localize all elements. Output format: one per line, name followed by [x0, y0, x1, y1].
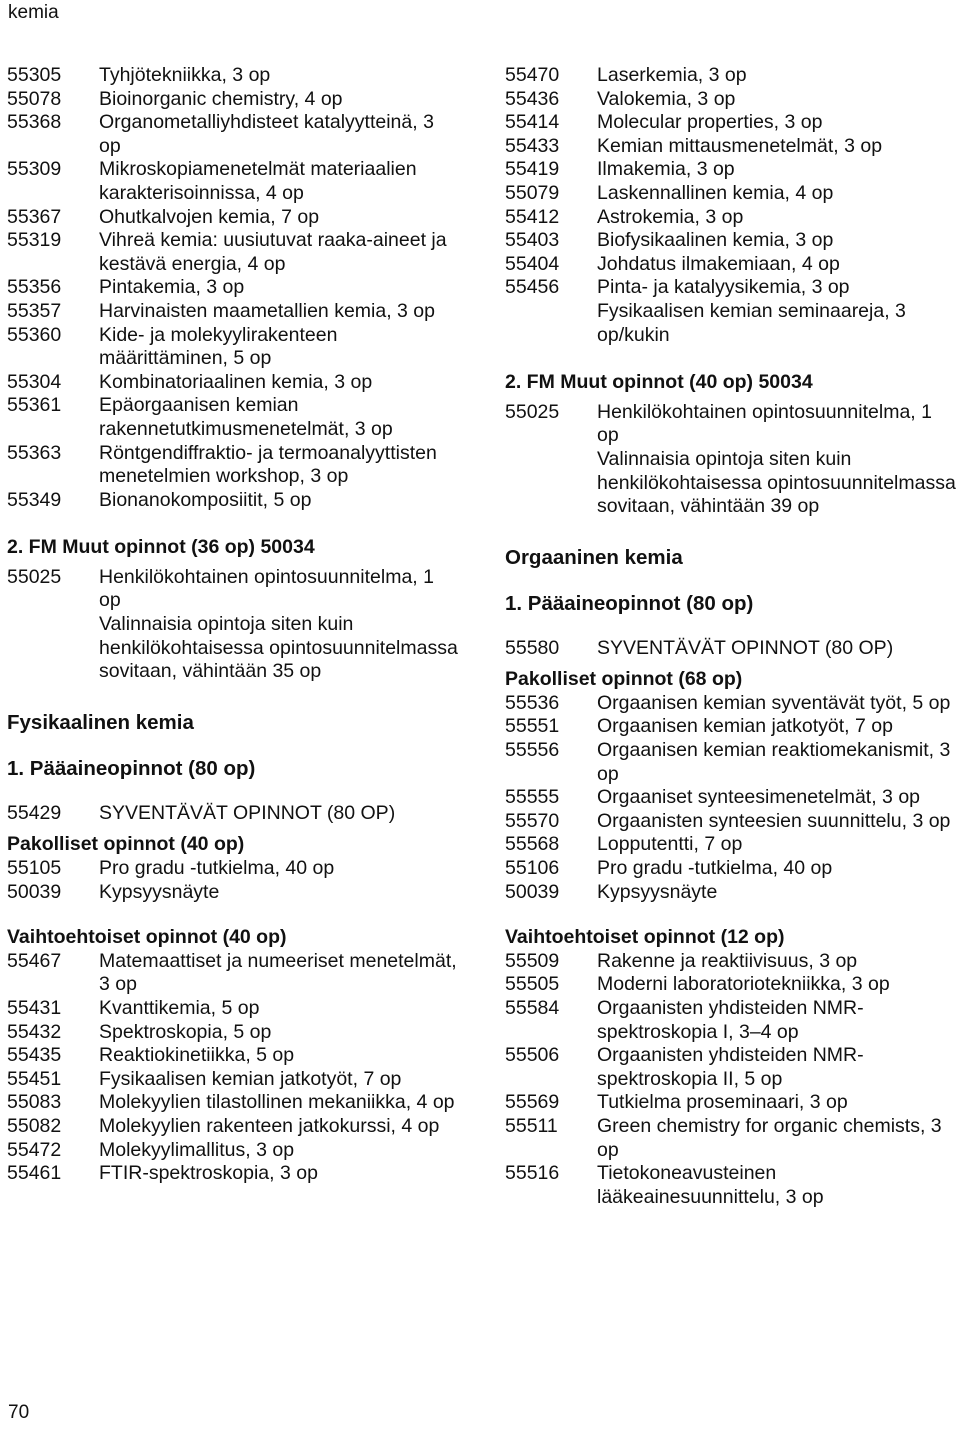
- course-code: 55025: [7, 565, 62, 588]
- course-entry: [505, 1091, 957, 1115]
- course-entry: [505, 1115, 957, 1162]
- course-title: Orgaanisten yhdisteiden NMR-spektroskopia I, 3–4 op: [597, 997, 864, 1043]
- major-studies-heading: 1. Pääaineopinnot (80 op): [7, 756, 256, 780]
- course-entry: [505, 64, 957, 88]
- course-title: Orgaanisten yhdisteiden NMR-spektroskopia II, 5 op: [597, 1044, 864, 1090]
- course-list: [505, 64, 957, 347]
- course-title: Molekyylimallitus, 3 op: [99, 1138, 295, 1161]
- course-list: [7, 64, 459, 512]
- course-entry: [7, 1091, 459, 1115]
- course-title: FTIR-spektroskopia, 3 op: [99, 1162, 318, 1185]
- major-studies-heading: 1. Pääaineopinnot (80 op): [505, 591, 754, 615]
- course-entry: [7, 489, 459, 513]
- course-entry: [505, 715, 957, 739]
- course-code: 55506: [505, 1044, 560, 1067]
- mandatory-heading: Pakolliset opinnot (68 op): [505, 668, 743, 691]
- course-entry: [7, 300, 459, 324]
- course-entry: [7, 371, 459, 395]
- course-code: 55470: [505, 64, 560, 86]
- course-title: Rakenne ja reaktiivisuus, 3 op: [597, 949, 858, 972]
- course-code: 55403: [505, 229, 560, 252]
- course-entry: [7, 881, 459, 905]
- course-code: 55435: [7, 1044, 62, 1067]
- course-code: 50039: [7, 880, 62, 903]
- course-title: Harvinaisten maametallien kemia, 3 op: [99, 299, 435, 322]
- course-code: 55367: [7, 205, 62, 228]
- course-entry: [505, 637, 957, 661]
- course-title: Pintakemia, 3 op: [99, 276, 245, 299]
- course-title: Organometalliyhdisteet katalyytteinä, 3 op: [99, 111, 434, 157]
- course-title: Ilmakemia, 3 op: [597, 158, 735, 181]
- course-code: 55025: [505, 400, 560, 423]
- course-title: Molekyylien tilastollinen mekaniikka, 4 op: [99, 1091, 455, 1114]
- course-entry: [505, 401, 957, 448]
- course-entry: [7, 88, 459, 112]
- course-title: Kemian mittausmenetelmät, 3 op: [597, 134, 883, 157]
- course-entry: [7, 1115, 459, 1139]
- course-title: Bioinorganic chemistry, 4 op: [99, 87, 343, 110]
- optional-heading: Vaihtoehtoiset opinnot (12 op): [505, 926, 785, 949]
- course-entry: [7, 997, 459, 1021]
- course-code: 55536: [505, 691, 560, 714]
- mandatory-heading: Pakolliset opinnot (40 op): [7, 833, 245, 856]
- section-heading: Orgaaninen kemia: [505, 545, 683, 569]
- course-code: 55368: [7, 111, 62, 134]
- course-entry: [505, 786, 957, 810]
- course-title: Orgaanisten synteesien suunnittelu, 3 op: [597, 809, 951, 832]
- course-title: SYVENTÄVÄT OPINNOT (80 OP): [597, 636, 894, 659]
- course-entry: [505, 229, 957, 253]
- course-entry: [505, 276, 957, 300]
- course-code: 55456: [505, 276, 560, 299]
- course-entry: [505, 253, 957, 277]
- course-title: Pinta- ja katalyysikemia, 3 op: [597, 276, 850, 299]
- course-entry: [505, 810, 957, 834]
- course-code: 55305: [7, 64, 62, 86]
- fm-other-studies-heading: 2. FM Muut opinnot (40 op) 50034: [505, 371, 813, 394]
- course-entry: [7, 1139, 459, 1163]
- course-title: SYVENTÄVÄT OPINNOT (80 OP): [99, 801, 396, 824]
- course-title: Vihreä kemia: uusiutuvat raaka-aineet ja kestävä energia, 4 op: [99, 229, 447, 275]
- course-title: Tutkielma proseminaari, 3 op: [597, 1091, 848, 1114]
- course-title: Bionanokomposiitit, 5 op: [99, 488, 312, 511]
- course-title: Reaktiokinetiikka, 5 op: [99, 1044, 295, 1067]
- course-title: Orgaanisen kemian reaktiomekanismit, 3 op: [597, 739, 951, 785]
- course-entry: [7, 442, 459, 489]
- course-code: 55429: [7, 801, 62, 824]
- course-title: Kypsyysnäyte: [99, 880, 220, 903]
- fm-other-studies-heading: 2. FM Muut opinnot (36 op) 50034: [7, 536, 315, 559]
- course-entry: [505, 1044, 957, 1091]
- course-code: 55412: [505, 205, 560, 228]
- course-title: Moderni laboratoriotekniikka, 3 op: [597, 973, 890, 996]
- course-entry: [505, 692, 957, 716]
- course-code: 50039: [505, 880, 560, 903]
- optional-heading: Vaihtoehtoiset opinnot (40 op): [7, 926, 287, 949]
- course-code: 55309: [7, 158, 62, 181]
- course-title: Kombinatoriaalinen kemia, 3 op: [99, 370, 373, 393]
- course-entry: [7, 566, 459, 613]
- course-entry: [505, 135, 957, 159]
- course-entry: [7, 206, 459, 230]
- course-code: 55511: [505, 1114, 558, 1137]
- course-entry: [7, 1162, 459, 1186]
- course-title: Tyhjötekniikka, 3 op: [99, 64, 271, 86]
- course-code: 55319: [7, 229, 62, 252]
- course-code: 55584: [505, 997, 560, 1019]
- course-title: Mikroskopiamenetelmät materiaalien karakterisoinnissa, 4 op: [99, 158, 417, 204]
- course-code: 55363: [7, 441, 62, 464]
- course-code: 55357: [7, 299, 62, 322]
- course-title: Matemaattiset ja numeeriset menetelmät, 3 op: [99, 949, 457, 996]
- course-code: 55404: [505, 252, 560, 275]
- course-code: 55570: [505, 809, 560, 832]
- left-column: [7, 64, 459, 1186]
- course-title: Orgaanisen kemian syventävät työt, 5 op: [597, 691, 951, 714]
- course-title: Molekyylien rakenteen jatkokurssi, 4 op: [99, 1114, 440, 1137]
- course-entry: [505, 182, 957, 206]
- course-entry: [7, 802, 459, 826]
- course-code: 55083: [7, 1091, 62, 1114]
- course-title: Johdatus ilmakemiaan, 4 op: [597, 252, 840, 275]
- course-code: 55556: [505, 739, 560, 762]
- course-code: 55580: [505, 636, 560, 659]
- course-entry: [505, 206, 957, 230]
- course-entry: [7, 111, 459, 158]
- course-code: 55551: [505, 715, 560, 738]
- course-code: 55569: [505, 1091, 560, 1114]
- course-entry: [505, 881, 957, 905]
- course-entry: [7, 1068, 459, 1092]
- course-title: Epäorgaanisen kemian rakennetutkimusmenetelmät, 3 op: [99, 394, 393, 440]
- course-code: 55461: [7, 1162, 62, 1185]
- course-title: Spektroskopia, 5 op: [99, 1020, 272, 1043]
- course-code: 55414: [505, 111, 560, 134]
- course-title: Biofysikaalinen kemia, 3 op: [597, 229, 834, 252]
- section-heading: Fysikaalinen kemia: [7, 710, 194, 734]
- course-code: 55078: [7, 87, 62, 110]
- course-entry: [505, 111, 957, 135]
- course-title: Laserkemia, 3 op: [597, 64, 747, 86]
- course-entry: [7, 950, 459, 997]
- course-entry: [505, 857, 957, 881]
- right-column: [505, 64, 957, 1209]
- course-entry: [7, 324, 459, 371]
- course-title: Orgaanisen kemian jatkotyöt, 7 op: [597, 715, 893, 738]
- course-code: 55436: [505, 87, 560, 110]
- course-entry: [7, 64, 459, 88]
- course-code: 55555: [505, 786, 560, 809]
- course-code: 55349: [7, 488, 62, 511]
- course-entry: [505, 1162, 957, 1209]
- course-code: 55516: [505, 1162, 560, 1185]
- course-code: 55433: [505, 134, 560, 157]
- course-code: 55079: [505, 181, 560, 204]
- course-title: Röntgendiffraktio- ja termoanalyyttisten menetelmien workshop, 3 op: [99, 441, 437, 488]
- course-entry: [7, 1021, 459, 1045]
- course-title: Lopputentti, 7 op: [597, 833, 743, 856]
- course-code: 55419: [505, 158, 560, 181]
- course-entry: [7, 857, 459, 881]
- course-title: Pro gradu -tutkielma, 40 op: [99, 857, 335, 880]
- course-title: Henkilökohtainen opintosuunnitelma, 1 op: [99, 565, 434, 612]
- course-title: Green chemistry for organic chemists, 3 op: [597, 1114, 942, 1161]
- course-entry: [505, 997, 957, 1044]
- course-code: 55472: [7, 1138, 62, 1161]
- elective-note: Valinnaisia opintoja siten kuin henkilökohtaisessa opintosuunnitelmassa sovitaan, vähintään 39 op: [597, 447, 956, 518]
- course-title: Henkilökohtainen opintosuunnitelma, 1 op: [597, 400, 932, 447]
- course-title: Orgaaniset synteesimenetelmät, 3 op: [597, 786, 921, 809]
- course-code: 55431: [7, 997, 62, 1019]
- course-title: Molecular properties, 3 op: [597, 111, 823, 134]
- course-entry: [7, 158, 459, 205]
- course-title: Astrokemia, 3 op: [597, 205, 744, 228]
- course-code: 55568: [505, 833, 560, 856]
- course-code: 55467: [7, 949, 62, 972]
- course-title: Laskennallinen kemia, 4 op: [597, 181, 834, 204]
- course-title: Pro gradu -tutkielma, 40 op: [597, 857, 833, 880]
- course-code: 55106: [505, 857, 560, 880]
- course-title: Kide- ja molekyylirakenteen määrittäminen, 5 op: [99, 323, 338, 370]
- page-number: 70: [8, 1402, 30, 1423]
- course-code: 55105: [7, 857, 62, 880]
- course-entry: [505, 833, 957, 857]
- course-code: 55304: [7, 370, 62, 393]
- course-entry: [505, 88, 957, 112]
- course-code: 55360: [7, 323, 62, 346]
- course-title: Fysikaalisen kemian jatkotyöt, 7 op: [99, 1067, 402, 1090]
- course-entry: [505, 739, 957, 786]
- course-code: 55451: [7, 1067, 62, 1090]
- course-title: Valokemia, 3 op: [597, 87, 736, 110]
- elective-note: Valinnaisia opintoja siten kuin henkilökohtaisessa opintosuunnitelmassa sovitaan, vähintään 35 op: [99, 613, 458, 683]
- course-code: 55505: [505, 973, 560, 996]
- course-code: 55432: [7, 1020, 62, 1043]
- course-code: 55356: [7, 276, 62, 299]
- course-entry: [505, 973, 957, 997]
- course-entry: [505, 158, 957, 182]
- course-title: Ohutkalvojen kemia, 7 op: [99, 205, 320, 228]
- course-code: 55361: [7, 394, 62, 417]
- course-code: 55082: [7, 1114, 62, 1137]
- course-code: 55509: [505, 949, 560, 972]
- course-entry: [7, 394, 459, 441]
- course-title: Tietokoneavusteinen lääkeainesuunnittelu, 3 op: [597, 1162, 824, 1208]
- course-entry: [7, 276, 459, 300]
- course-entry: [505, 950, 957, 974]
- page-header: kemia: [8, 2, 59, 23]
- seminar-note: Fysikaalisen kemian seminaareja, 3 op/kukin: [597, 299, 906, 346]
- course-entry: [7, 1044, 459, 1068]
- course-title: Kypsyysnäyte: [597, 880, 718, 903]
- course-entry: [7, 229, 459, 276]
- course-title: Kvanttikemia, 5 op: [99, 997, 260, 1019]
